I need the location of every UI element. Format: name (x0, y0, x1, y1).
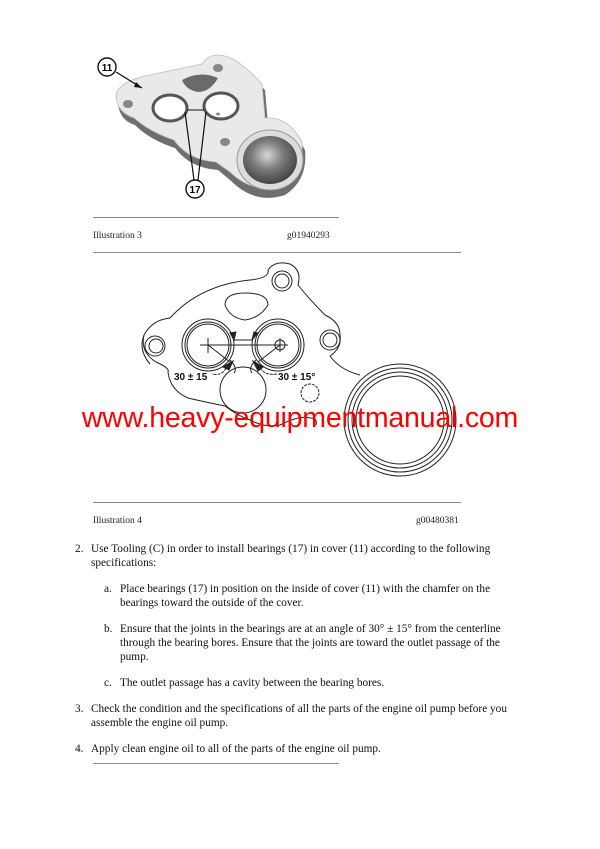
divider (93, 252, 461, 253)
divider (93, 763, 339, 764)
illustration-4-code: g00480381 (416, 516, 459, 526)
svg-text:17: 17 (189, 185, 201, 196)
substep-letter: c. (104, 677, 112, 689)
step-text-line: assemble the engine oil pump. (91, 717, 229, 729)
step-number: 3. (75, 703, 84, 715)
illustration-3-pump-cover-photo (90, 30, 340, 210)
svg-text:30 ± 15: 30 ± 15 (174, 372, 208, 383)
step-text-line: Apply clean engine oil to all of the parts of the engine oil pump. (91, 743, 381, 755)
illustration-4-bearing-joint-diagram (130, 260, 480, 500)
watermark-url: www.heavy-equipmentmanual.com (81, 402, 519, 434)
illustration-3-caption: Illustration 3 (93, 231, 142, 241)
step-text-line: specifications: (91, 557, 157, 569)
illustration-4-caption: Illustration 4 (93, 516, 142, 526)
svg-text:11: 11 (101, 63, 113, 74)
substep-text-line: pump. (120, 651, 149, 663)
step-text-line: Use Tooling (C) in order to install bearings (17) in cover (11) according to the following (91, 543, 491, 555)
divider (93, 502, 461, 503)
step-number: 4. (75, 743, 84, 755)
illustration-3-code: g01940293 (287, 231, 330, 241)
substep-text-line: bearings toward the outside of the cover. (120, 597, 304, 609)
substep-text-line: Ensure that the joints in the bearings are at an angle of 30° ± 15° from the centerline (120, 623, 501, 635)
substep-letter: b. (104, 623, 113, 635)
step-number: 2. (75, 543, 84, 555)
svg-text:30 ± 15°: 30 ± 15° (278, 372, 316, 383)
step-text-line: Check the condition and the specifications of all the parts of the engine oil pump before you (91, 703, 507, 715)
substep-letter: a. (104, 583, 112, 595)
substep-text-line: The outlet passage has a cavity between the bearing bores. (120, 677, 385, 689)
divider (93, 217, 339, 218)
substep-text-line: Place bearings (17) in position on the inside of cover (11) with the chamfer on the (120, 583, 491, 595)
substep-text-line: through the bearing bores. Ensure that the joints are toward the outlet passage of the (120, 637, 500, 649)
